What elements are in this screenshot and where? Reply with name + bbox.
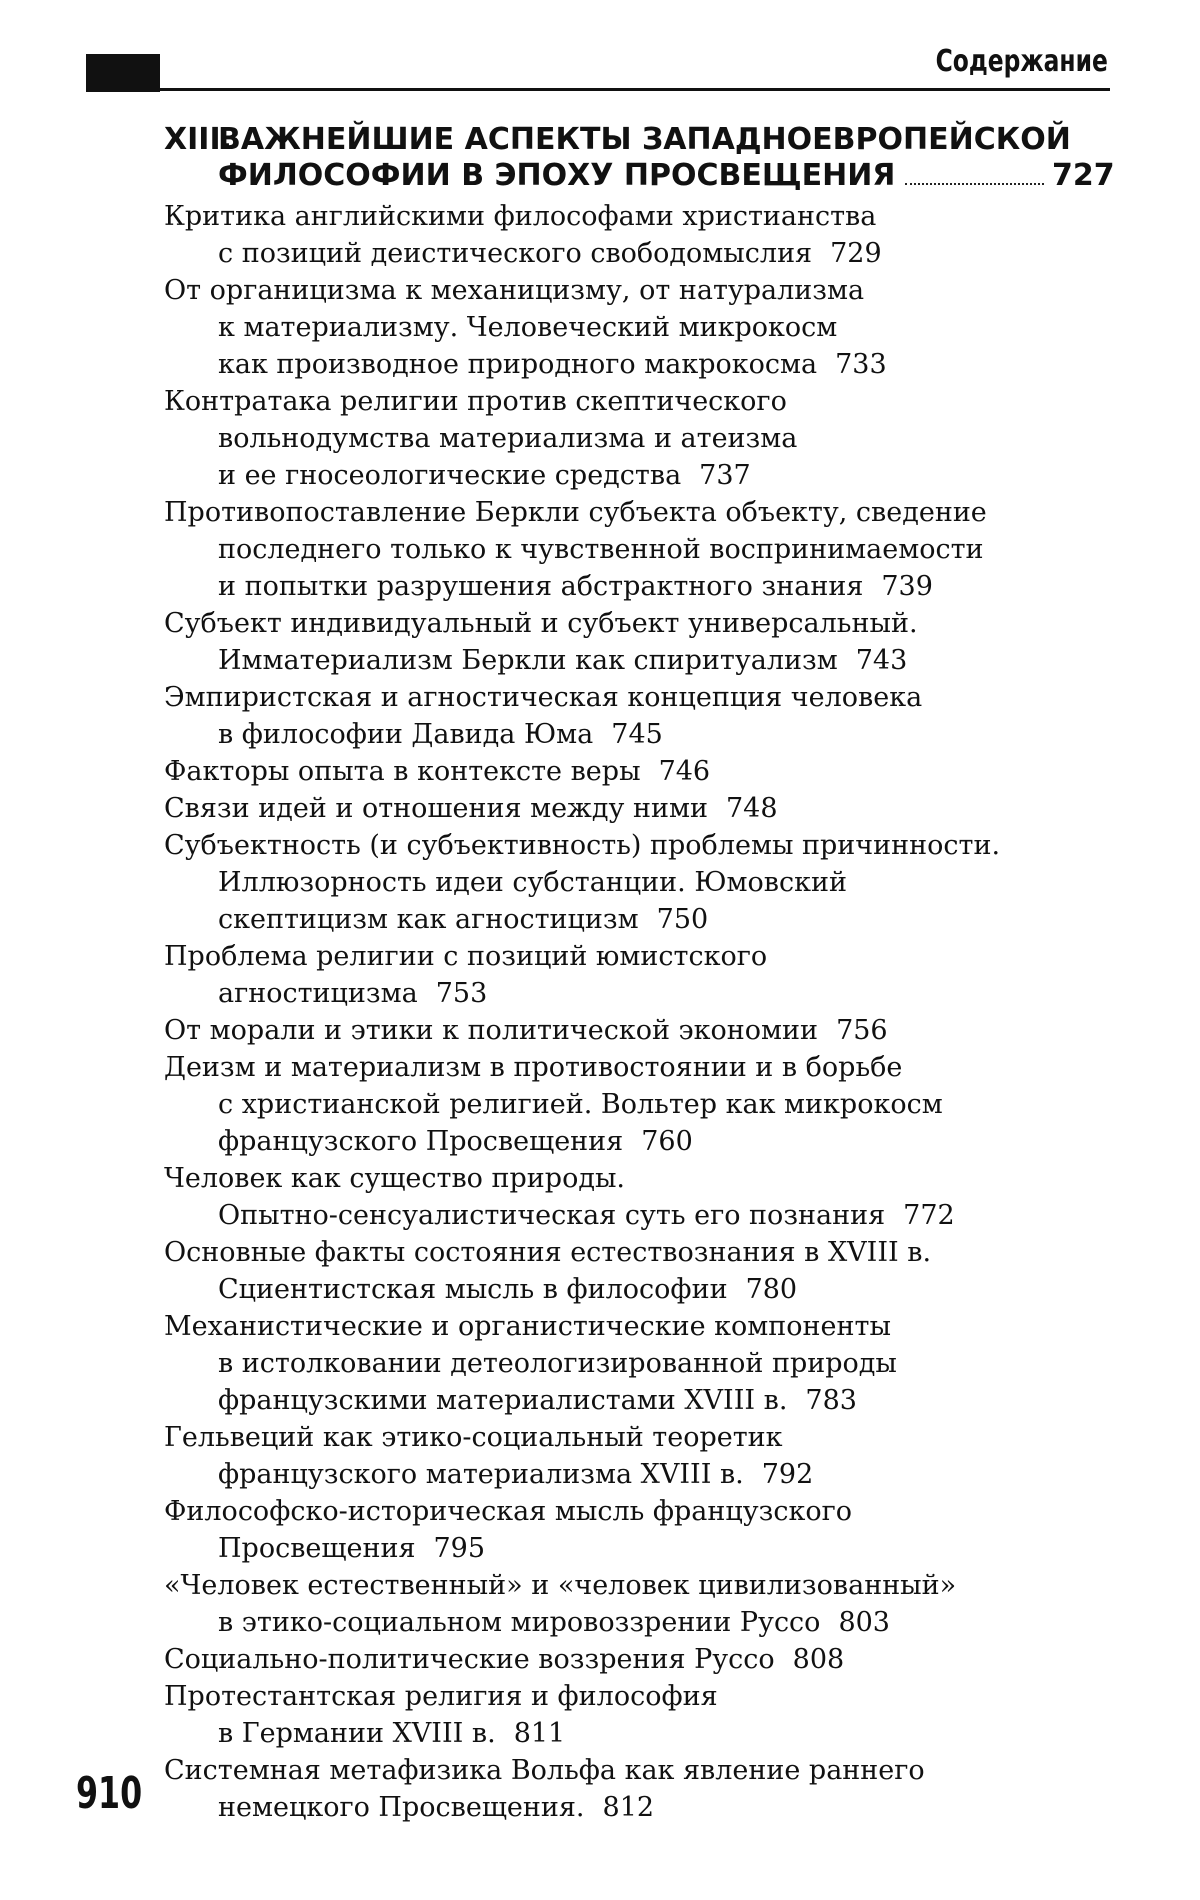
chapter-title-line2: ФИЛОСОФИИ В ЭПОХУ ПРОСВЕЩЕНИЯ — [218, 158, 896, 193]
toc-entry-text: Субъект индивидуальный и субъект универсальный. — [164, 608, 918, 639]
toc-entry-text: скептицизм как агностицизм — [218, 904, 639, 935]
toc-entry[interactable] — [164, 1419, 1110, 1493]
toc-entry-text: Связи идей и отношения между ними — [164, 793, 708, 824]
toc-entry-text: Социально-политические воззрения Руссо — [164, 1644, 775, 1675]
toc-entry[interactable] — [164, 1752, 1110, 1826]
chapter-title-line1: ВАЖНЕЙШИЕ АСПЕКТЫ ЗАПАДНОЕВРОПЕЙСКОЙ — [218, 122, 1071, 157]
toc-entry-text: От органицизма к механицизму, от натурализма — [164, 275, 865, 306]
toc-entry-page: 737 — [699, 460, 751, 491]
toc-entry[interactable] — [164, 1049, 1110, 1160]
toc-entry[interactable] — [164, 827, 1110, 938]
header-block — [86, 54, 160, 92]
chapter-heading[interactable] — [164, 122, 1115, 194]
toc-entry-text: Эмпиристская и агностическая концепция человека — [164, 682, 923, 713]
table-of-contents — [164, 122, 1115, 1826]
toc-entry-text: От морали и этики к политической экономии — [164, 1015, 819, 1046]
toc-entry-text: Факторы опыта в контексте веры — [164, 756, 641, 787]
toc-entry[interactable] — [164, 753, 1110, 790]
toc-entry-text: французскими материалистами XVIII в. — [218, 1385, 788, 1416]
toc-entry-page: 760 — [641, 1126, 693, 1157]
toc-entry-page: 808 — [792, 1644, 845, 1675]
toc-entry-text: в истолковании детеологизированной природы — [218, 1348, 897, 1379]
toc-entry[interactable] — [164, 383, 1110, 494]
toc-entry[interactable] — [164, 679, 1110, 753]
toc-entry-text: Человек как существо природы. — [164, 1163, 626, 1194]
toc-entry-text: Философско-историческая мысль французского — [164, 1496, 853, 1527]
toc-entry-page: 743 — [855, 645, 908, 676]
toc-entry[interactable] — [164, 494, 1110, 605]
toc-entry-text: Иллюзорность идеи субстанции. Юмовский — [218, 867, 847, 898]
page-number: 910 — [76, 1768, 143, 1819]
toc-entry-text: Основные факты состояния естествознания в XVIII в. — [164, 1237, 932, 1268]
toc-entry-text: Гельвеций как этико-социальный теоретик — [164, 1422, 783, 1453]
toc-entry-text: Деизм и материализм в противостоянии и в борьбе — [164, 1052, 903, 1083]
toc-entry-page: 756 — [836, 1015, 888, 1046]
toc-entry-page: 792 — [761, 1459, 814, 1490]
toc-entry[interactable] — [164, 1160, 1110, 1234]
toc-entry-page: 748 — [725, 793, 778, 824]
toc-entry-text: вольнодумства материализма и атеизма — [218, 423, 798, 454]
toc-entry-text: к материализму. Человеческий микрокосм — [218, 312, 838, 343]
chapter-number: XIII. — [164, 122, 233, 157]
toc-entry-text: Контратака религии против скептического — [164, 386, 787, 417]
toc-entry[interactable] — [164, 1493, 1110, 1567]
toc-entry-page: 729 — [830, 238, 882, 269]
toc-entry[interactable] — [164, 1567, 1110, 1641]
toc-entry-page: 753 — [435, 978, 488, 1009]
toc-entry[interactable] — [164, 938, 1110, 1012]
toc-entry-text: «Человек естественный» и «человек цивилизованный» — [164, 1570, 957, 1601]
toc-entry[interactable] — [164, 198, 1110, 272]
toc-entry-page: 733 — [835, 349, 887, 380]
toc-entry-text: и попытки разрушения абстрактного знания — [218, 571, 864, 602]
toc-entry-page: 745 — [611, 719, 663, 750]
toc-entry-text: Критика английскими философами христианства — [164, 201, 877, 232]
dot-leader — [905, 183, 1044, 185]
toc-entry-page: 783 — [805, 1385, 857, 1416]
toc-entry-text: в этико-социальном мировоззрении Руссо — [218, 1607, 821, 1638]
toc-entry-text: Механистические и органистические компоненты — [164, 1311, 891, 1342]
toc-entry[interactable] — [164, 272, 1110, 383]
running-header-title: Содержание — [935, 44, 1108, 79]
toc-entry-text: Проблема религии с позиций юмистского — [164, 941, 768, 972]
toc-entry-page: 811 — [513, 1718, 566, 1749]
toc-entry-text: последнего только к чувственной воспринимаемости — [218, 534, 984, 565]
toc-entry-text: Просвещения — [218, 1533, 416, 1564]
toc-entry-text: с христианской религией. Вольтер как микрокосм — [218, 1089, 943, 1120]
toc-entry-text: в философии Давида Юма — [218, 719, 594, 750]
toc-entry-page: 803 — [838, 1607, 890, 1638]
toc-entry[interactable] — [164, 1012, 1110, 1049]
toc-entry-page: 746 — [658, 756, 711, 787]
toc-entry-text: в Германии XVIII в. — [218, 1718, 496, 1749]
toc-entry-text: французского Просвещения — [218, 1126, 624, 1157]
toc-entry-page: 772 — [903, 1200, 955, 1231]
header-rule — [160, 88, 1110, 91]
toc-entries — [164, 198, 1110, 1826]
toc-entry-page: 750 — [656, 904, 709, 935]
toc-entry-page: 780 — [745, 1274, 798, 1305]
toc-entry-page: 812 — [602, 1792, 655, 1823]
toc-entry[interactable] — [164, 1641, 1110, 1678]
toc-entry-text: Протестантская религия и философия — [164, 1681, 718, 1712]
toc-entry-text: Имматериализм Беркли как спиритуализм — [218, 645, 838, 676]
toc-entry-text: Противопоставление Беркли субъекта объекту, сведение — [164, 497, 987, 528]
toc-entry-text: Системная метафизика Вольфа как явление раннего — [164, 1755, 925, 1786]
chapter-page-number: 727 — [1052, 158, 1115, 193]
toc-entry-text: Субъектность (и субъективность) проблемы причинности. — [164, 830, 1001, 861]
toc-entry-text: немецкого Просвещения. — [218, 1792, 585, 1823]
toc-entry[interactable] — [164, 790, 1110, 827]
toc-entry[interactable] — [164, 1308, 1110, 1419]
toc-entry[interactable] — [164, 1678, 1110, 1752]
toc-entry-text: с позиций деистического свободомыслия — [218, 238, 813, 269]
toc-entry-text: и ее гносеологические средства — [218, 460, 682, 491]
toc-entry-page: 795 — [433, 1533, 486, 1564]
toc-entry-text: французского материализма XVIII в. — [218, 1459, 744, 1490]
toc-entry-text: агностицизма — [218, 978, 418, 1009]
toc-entry-text: Сциентистская мысль в философии — [218, 1274, 728, 1305]
toc-entry[interactable] — [164, 1234, 1110, 1308]
toc-entry-text: как производное природного макрокосма — [218, 349, 818, 380]
toc-entry[interactable] — [164, 605, 1110, 679]
toc-entry-text: Опытно-сенсуалистическая суть его познания — [218, 1200, 886, 1231]
toc-entry-page: 739 — [881, 571, 933, 602]
